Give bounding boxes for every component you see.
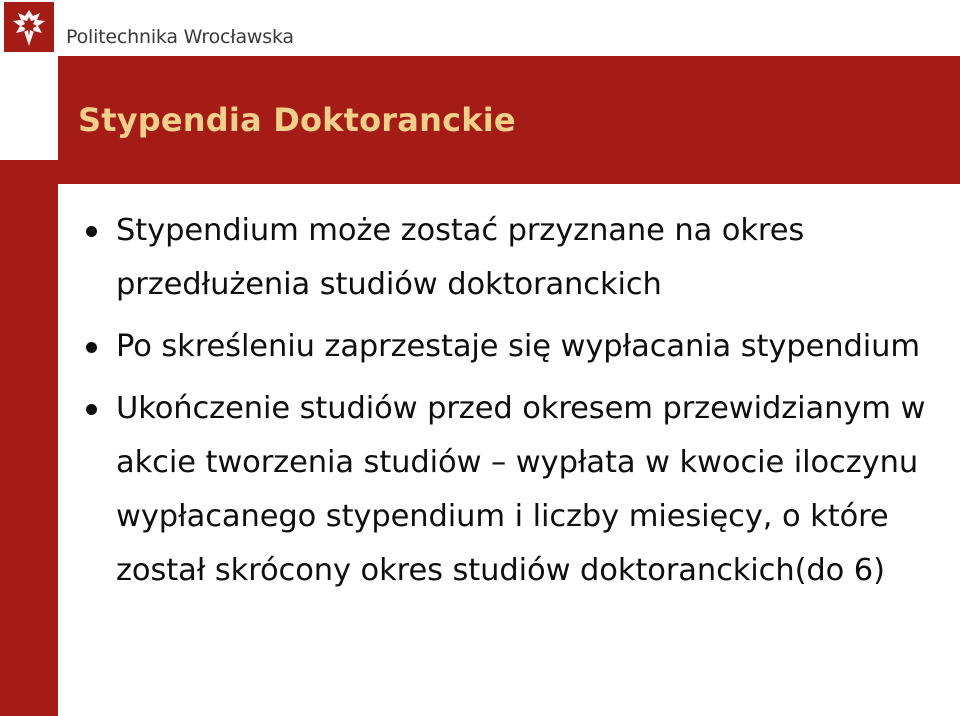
bullet-icon (86, 404, 97, 415)
left-decorative-stripe (0, 160, 58, 716)
bullet-text: Stypendium może zostać przyznane na okres przedłużenia studiów doktoranckich (116, 213, 805, 302)
bullet-icon (86, 226, 97, 237)
bullet-icon (86, 342, 97, 353)
organization-name: Politechnika Wrocławska (66, 26, 294, 48)
slide-content (86, 204, 954, 606)
header-bar (0, 0, 960, 56)
bullet-text: Ukończenie studiów przed okresem przewidzianym w akcie tworzenia studiów – wypłata w kwocie iloczynu wypłacanego stypendium i liczby miesięcy, o które został skrócony okres studiów doktoranckich(do 6) (116, 391, 926, 588)
bullet-text: Po skreśleniu zaprzestaje się wypłacania stypendium (116, 329, 920, 364)
bullet-item (86, 204, 954, 312)
slide-title: Stypendia Doktoranckie (78, 101, 516, 139)
bullet-list (86, 204, 954, 598)
bullet-item (86, 382, 954, 598)
title-band (58, 56, 960, 184)
bullet-item (86, 320, 954, 374)
eagle-emblem-icon (4, 2, 54, 52)
